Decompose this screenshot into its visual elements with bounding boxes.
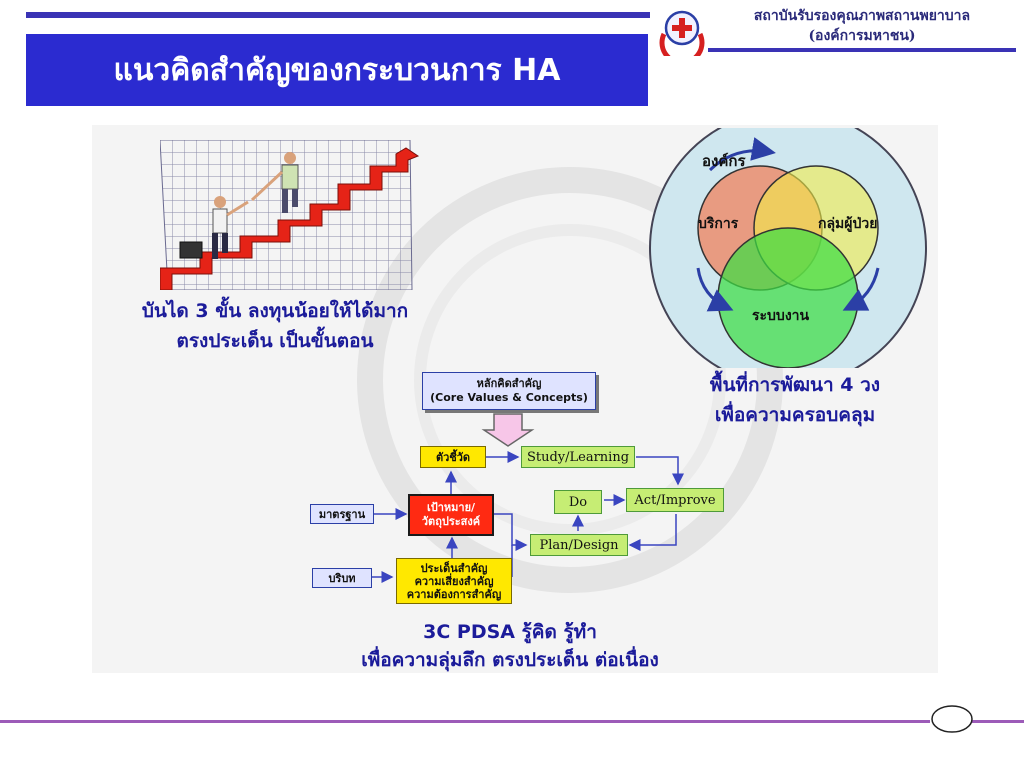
- pdsa-caption-line1: 3C PDSA รู้คิด รู้ทำ: [423, 621, 597, 643]
- core-values-th: หลักคิดสำคัญ: [476, 377, 542, 390]
- study-learning-box: Study/Learning: [521, 446, 635, 468]
- header-org-rule: [708, 48, 1016, 52]
- key-issues-box: [396, 558, 512, 604]
- pdsa-caption: [300, 618, 720, 674]
- page-number-ellipse: [930, 704, 974, 734]
- org-name: [712, 6, 1012, 46]
- goal-box: [408, 494, 494, 536]
- plan-design-box: Plan/Design: [530, 534, 628, 556]
- venn-label-service: บริการ: [698, 216, 739, 232]
- org-name-line1: สถาบันรับรองคุณภาพสถานพยาบาล: [753, 8, 971, 24]
- venn-label-patients: กลุ่มผู้ป่วย: [818, 216, 878, 232]
- staircase-caption-line2: ตรงประเด็น เป็นขั้นตอน: [176, 330, 374, 352]
- do-box: Do: [554, 490, 602, 514]
- venn-diagram: [640, 128, 940, 368]
- venn-caption: [660, 370, 930, 430]
- standard-box: มาตรฐาน: [310, 504, 374, 524]
- venn-caption-line2: เพื่อความครอบคลุม: [714, 404, 876, 426]
- core-values-en: (Core Values & Concepts): [430, 391, 588, 404]
- header-top-rule: [26, 12, 650, 18]
- org-logo-icon: [656, 4, 708, 56]
- footer-rule-right: [972, 720, 1024, 723]
- goal-line1: เป้าหมาย/: [426, 501, 476, 514]
- key-issues-line2: ความเสี่ยงสำคัญ: [414, 574, 494, 588]
- footer-rule: [0, 720, 930, 723]
- indicator-box: ตัวชี้วัด: [420, 446, 486, 468]
- org-name-line2: (องค์การมหาชน): [808, 28, 916, 44]
- venn-outer-label: องค์กร: [702, 152, 746, 170]
- act-improve-box: Act/Improve: [626, 488, 724, 512]
- staircase-caption: [90, 296, 460, 356]
- goal-line2: วัตถุประสงค์: [421, 515, 481, 528]
- context-box: บริบท: [312, 568, 372, 588]
- key-issues-line3: ความต้องการสำคัญ: [406, 587, 502, 601]
- staircase-caption-line1: บันได 3 ขั้น ลงทุนน้อยให้ได้มาก: [141, 300, 409, 322]
- venn-circle-system: [718, 228, 858, 368]
- venn-label-system: ระบบงาน: [752, 308, 810, 324]
- key-issues-line1: ประเด็นสำคัญ: [420, 561, 488, 575]
- staircase-illustration: [160, 140, 420, 290]
- venn-caption-line1: พื้นที่การพัฒนา 4 วง: [709, 374, 881, 396]
- page-title: แนวคิดสำคัญของกระบวนการ HA: [26, 34, 648, 106]
- core-values-box: [422, 372, 596, 410]
- pdsa-caption-line2: เพื่อความลุ่มลึก ตรงประเด็น ต่อเนื่อง: [361, 649, 659, 671]
